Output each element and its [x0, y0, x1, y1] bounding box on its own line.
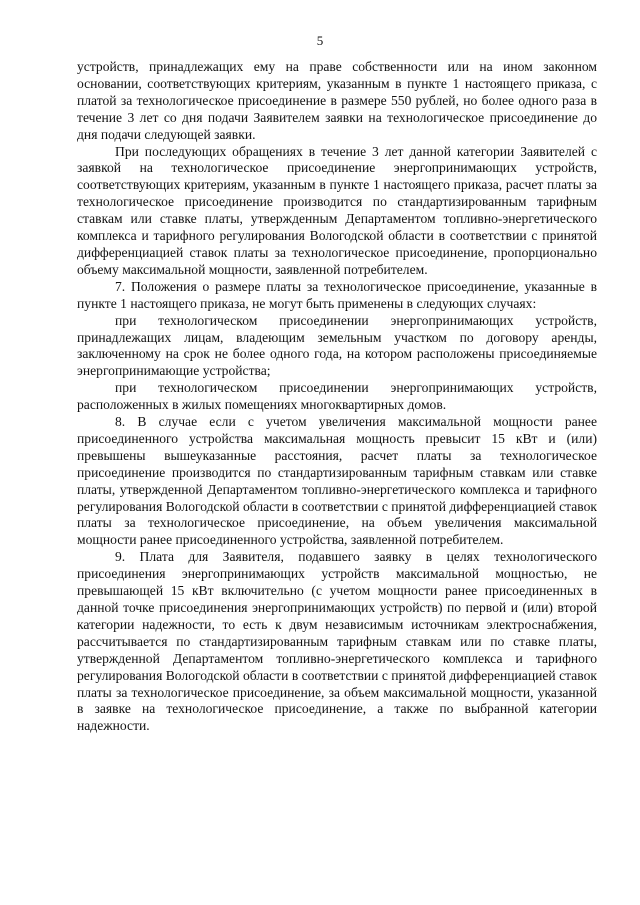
paragraph-item-9: 9. Плата для Заявителя, подавшего заявку в целях технологического присоединения энергопринимающих устройств максимальной мощностью, не превышающей 15 кВт включительно (с учетом мощности ранее присоединенных в данной точке присоединения энергопринимающих устройств) по первой и (или) второй категории надежности, то есть к двум независимым источникам электроснабжения, рассчитывается по стандартизированным тарифным ставкам или по ставке платы, утвержденной Департаментом топливно-энергетического комплекса и тарифного регулирования Вологодской области в соответствии с принятой дифференциацией ставок платы за технологическое присоединение, за объем максимальной мощности, указанной в заявке на технологическое присоединение, а также по выбранной категории надежности.	[77, 549, 597, 734]
paragraph-subsequent-requests: При последующих обращениях в течение 3 лет данной категории Заявителей с заявкой на технологическое присоединение энергопринимающих устройств, соответствующих критериям, указанным в пункте 1 настоящего приказа, расчет платы за технологическое присоединение производится по стандартизированным тарифным ставкам или ставке платы, утвержденным Департаментом топливно-энергетического комплекса и тарифного регулирования Вологодской области в соответствии с принятой дифференциацией ставок платы за технологическое присоединение, пропорционально объему максимальной мощности, заявленной потребителем.	[77, 143, 597, 277]
document-body	[77, 59, 597, 735]
paragraph-item-7-case-1: при технологическом присоединении энергопринимающих устройств, принадлежащих лицам, владеющим земельным участком по договору аренды, заключенному на срок не более одного года, на котором расположены присоединяемые энергопринимающие устройства;	[77, 312, 597, 379]
paragraph-item-7: 7. Положения о размере платы за технологическое присоединение, указанные в пункте 1 настоящего приказа, не могут быть применены в следующих случаях:	[77, 278, 597, 311]
paragraph-item-7-case-2: при технологическом присоединении энергопринимающих устройств, расположенных в жилых помещениях многоквартирных домов.	[77, 380, 597, 413]
paragraph-item-8: 8. В случае если с учетом увеличения максимальной мощности ранее присоединенного устройства максимальная мощность превысит 15 кВт и (или) превышены вышеуказанные расстояния, расчет платы за технологическое присоединение производится по стандартизированным тарифным ставкам или ставке платы, утвержденной Департаментом топливно-энергетического комплекса и тарифного регулирования Вологодской области в соответствии с принятой дифференциацией ставок платы за технологическое присоединение, на объем увеличения максимальной мощности ранее присоединенного устройства, заявленной потребителем.	[77, 414, 597, 548]
paragraph-continuation: устройств, принадлежащих ему на праве собственности или на ином законном основании, соответствующих критериям, указанным в пункте 1 настоящего приказа, с платой за технологическое присоединение в размере 550 рублей, но более одного раза в течение 3 лет со дня подачи Заявителем заявки на технологическое присоединение до дня подачи следующей заявки.	[77, 59, 597, 142]
page-number: 5	[316, 33, 324, 48]
